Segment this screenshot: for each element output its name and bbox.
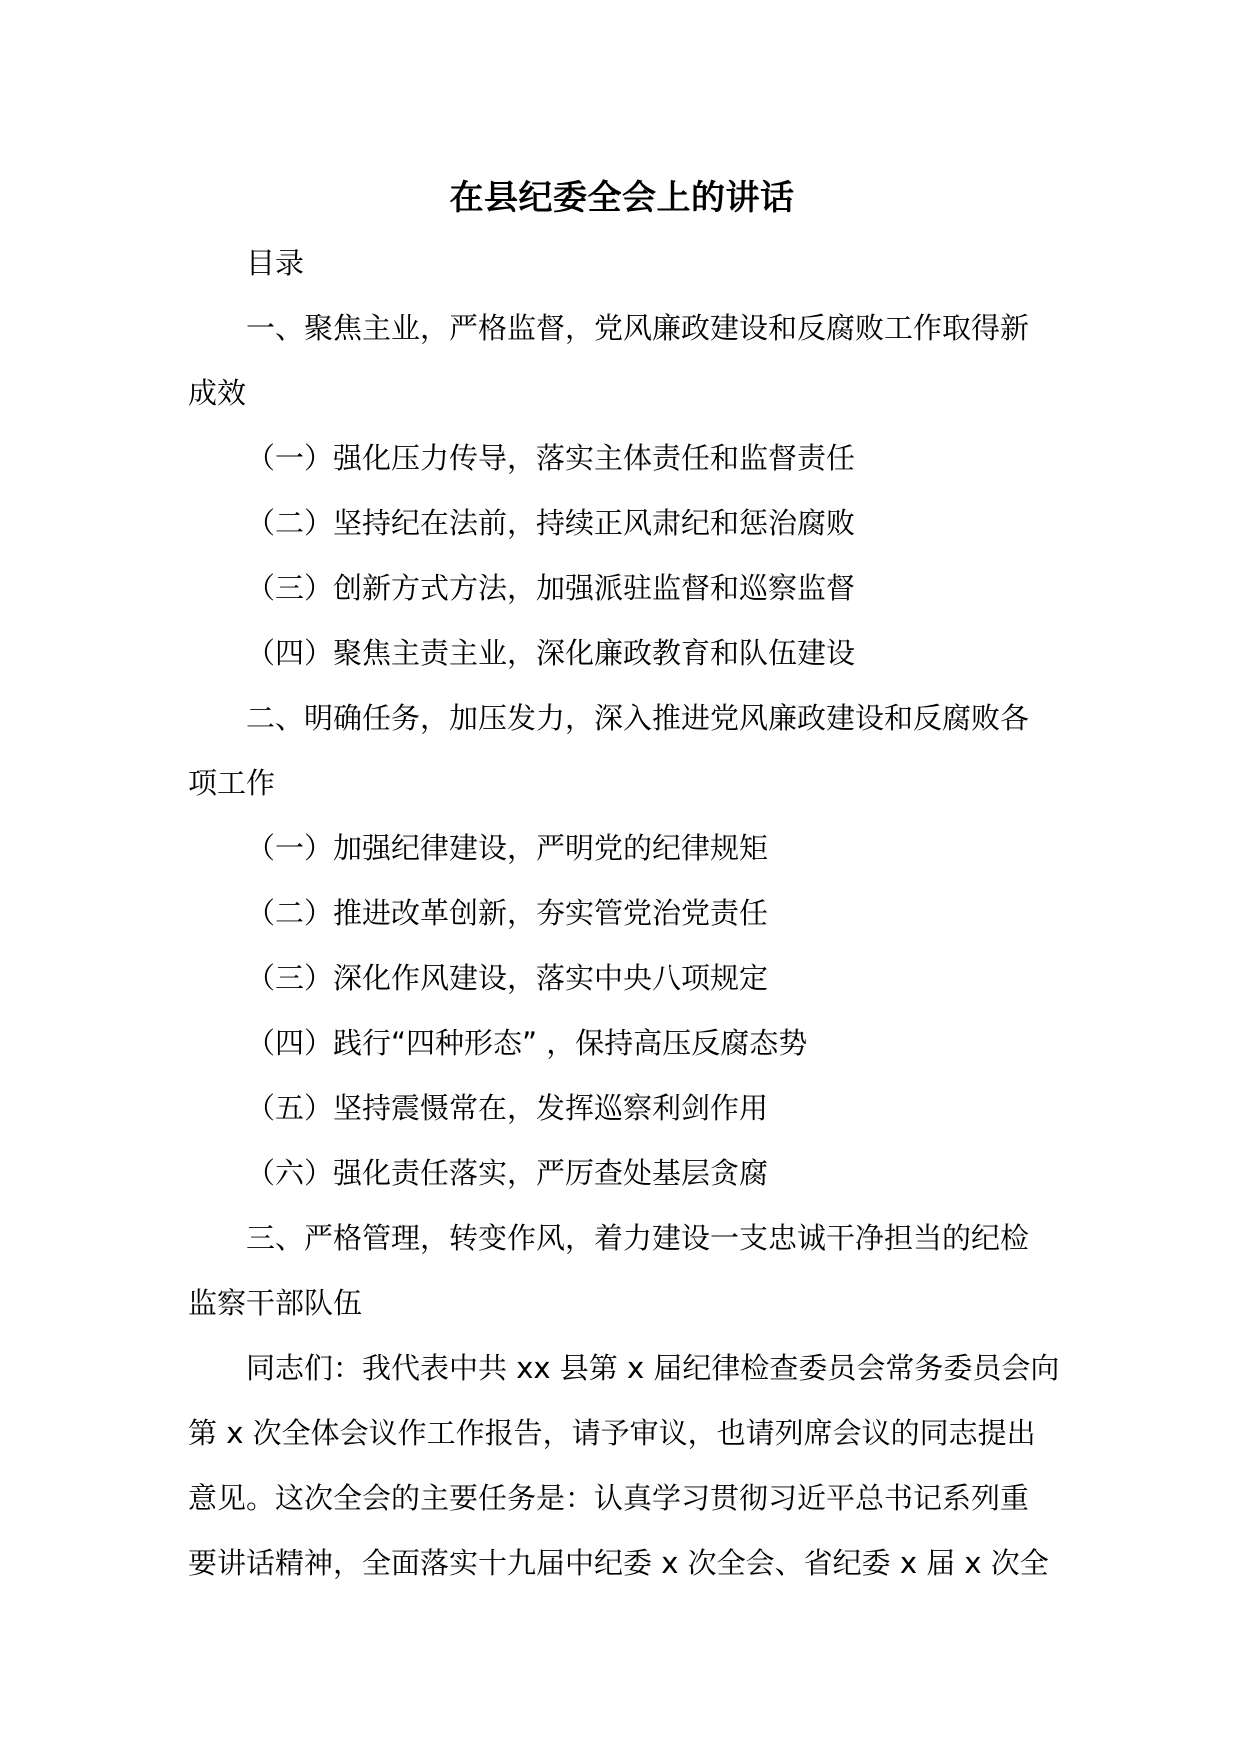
toc-section-1-item-3: （三）创新方式方法，加强派驻监督和巡察监督 bbox=[246, 571, 856, 605]
toc-section-2-item-3: （三）深化作风建设，落实中央八项规定 bbox=[246, 961, 769, 995]
body-line-4: 要讲话精神，全面落实十九届中纪委 x 次全会、省纪委 x 届 x 次全 bbox=[188, 1546, 1049, 1580]
body-line-3: 意见。这次全会的主要任务是：认真学习贯彻习近平总书记系列重 bbox=[188, 1481, 1030, 1515]
document-page bbox=[188, 165, 1060, 1596]
toc-section-2-heading-cont: 项工作 bbox=[188, 766, 276, 800]
toc-section-2-item-6: （六）强化责任落实，严厉查处基层贪腐 bbox=[246, 1156, 769, 1190]
toc-section-3-heading-cont: 监察干部队伍 bbox=[188, 1286, 363, 1320]
toc-section-2-item-4: （四）践行“四种形态” ，保持高压反腐态势 bbox=[246, 1026, 808, 1060]
toc-section-2-item-5: （五）坚持震慑常在，发挥巡察利剑作用 bbox=[246, 1091, 769, 1125]
body-line-2: 第 x 次全体会议作工作报告，请予审议，也请列席会议的同志提出 bbox=[188, 1416, 1036, 1450]
toc-label: 目录 bbox=[246, 246, 305, 280]
toc-section-1-item-1: （一）强化压力传导，落实主体责任和监督责任 bbox=[246, 441, 856, 475]
body-line-1: 同志们：我代表中共 xx 县第 x 届纪律检查委员会常务委员会向 bbox=[246, 1351, 1060, 1385]
toc-section-2-item-1: （一）加强纪律建设，严明党的纪律规矩 bbox=[246, 831, 769, 865]
toc-section-1-heading: 一、聚焦主业，严格监督，党风廉政建设和反腐败工作取得新 bbox=[246, 311, 1030, 345]
toc-section-3-heading: 三、严格管理，转变作风，着力建设一支忠诚干净担当的纪检 bbox=[246, 1221, 1030, 1255]
toc-section-1-item-4: （四）聚焦主责主业，深化廉政教育和队伍建设 bbox=[246, 636, 856, 670]
toc-section-1-heading-cont: 成效 bbox=[188, 376, 247, 410]
document-title: 在县纪委全会上的讲话 bbox=[449, 178, 795, 218]
toc-section-2-item-2: （二）推进改革创新，夯实管党治党责任 bbox=[246, 896, 769, 930]
toc-section-1-item-2: （二）坚持纪在法前，持续正风肃纪和惩治腐败 bbox=[246, 506, 856, 540]
toc-section-2-heading: 二、明确任务，加压发力，深入推进党风廉政建设和反腐败各 bbox=[246, 701, 1030, 735]
